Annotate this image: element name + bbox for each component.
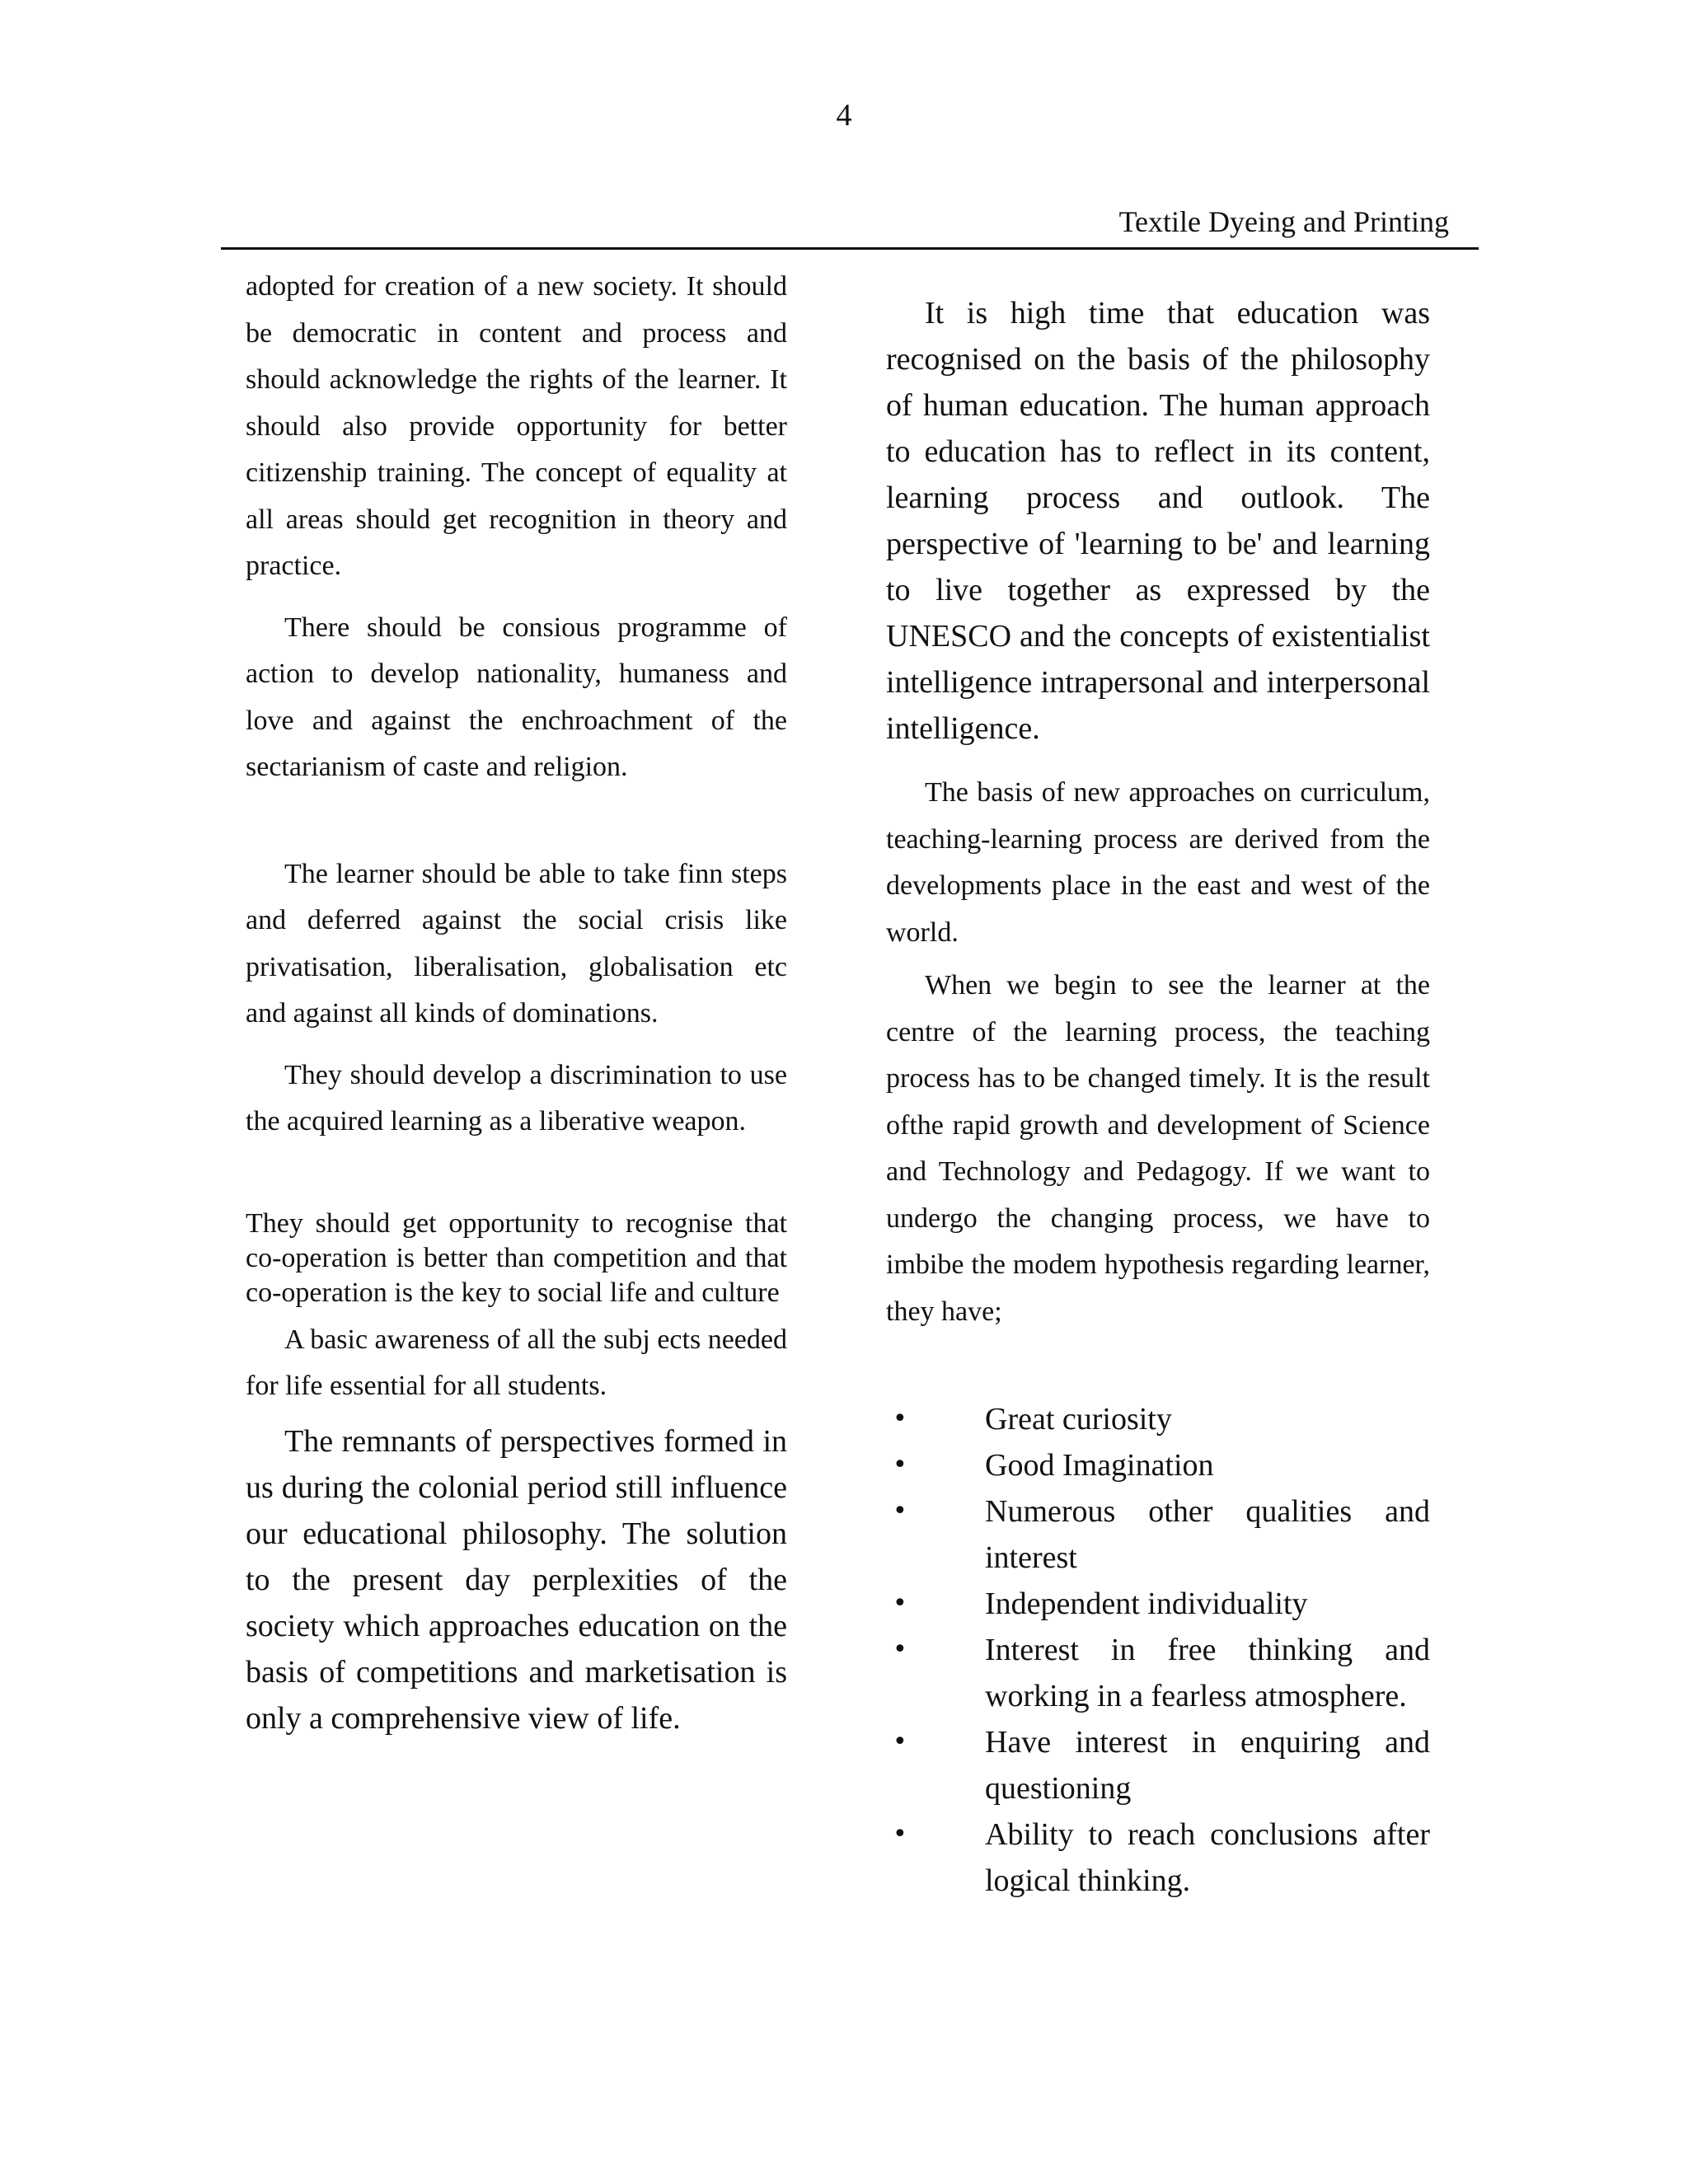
- left-paragraph-1: adopted for creation of a new society. It should be democratic in content and process and should acknowledge the rights of the learner. It should also provide opportunity for better citizenship training. The concept of equality at all areas should get recognition in theory and practice.: [246, 271, 787, 581]
- header-rule: [221, 247, 1479, 250]
- list-item: • Numerous other qualities and interest: [886, 1488, 1430, 1581]
- left-column: [246, 264, 787, 1741]
- right-paragraph-2: The basis of new approaches on curriculum, teaching-learning process are derived from the developments place in the east and west of the world.: [886, 777, 1430, 948]
- bullet-icon: •: [893, 1820, 907, 1849]
- left-paragraph-2: There should be consious programme of action to develop nationality, humaness and love and against the enchroachment of the sectarianism of caste and religion.: [246, 612, 787, 782]
- bullet-icon: •: [893, 1635, 907, 1664]
- left-paragraph-4: They should develop a discrimination to use the acquired learning as a liberative weapon.: [246, 1059, 787, 1137]
- bullet-icon: •: [893, 1727, 907, 1756]
- bullet-icon: •: [893, 1451, 907, 1479]
- page-number: 4: [836, 98, 852, 133]
- right-paragraph-1: It is high time that education was recognised on the basis of the philosophy of human education. The human approach to education has to reflect in its content, learning process and outlook. The perspective of 'learning to be' and learning to live together as expressed by the UNESCO and the concepts of existentialist intelligence intrapersonal and interpersonal intelligence.: [886, 296, 1430, 746]
- list-item: • Have interest in enquiring and questioning: [886, 1719, 1430, 1811]
- list-item: • Ability to reach conclusions after logical thinking.: [886, 1811, 1430, 1904]
- list-item: • Great curiosity: [886, 1396, 1430, 1442]
- bullet-icon: •: [893, 1404, 907, 1433]
- left-paragraph-7: The remnants of perspectives formed in us during the colonial period still influence our educational philosophy. The solution to the present day perplexities of the society which approaches education on the basis of competitions and marketisation is only a comprehensive view of life.: [246, 1423, 787, 1736]
- list-item: • Good Imagination: [886, 1442, 1430, 1488]
- left-paragraph-6: A basic awareness of all the subj ects needed for life essential for all students.: [246, 1324, 787, 1401]
- left-paragraph-5: They should get opportunity to recognise that co-operation is better than competition and that co-operation is the key to social life and culture: [246, 1207, 787, 1308]
- bullet-icon: •: [893, 1589, 907, 1618]
- running-header: Textile Dyeing and Printing: [1118, 205, 1449, 238]
- bullet-icon: •: [893, 1497, 907, 1526]
- right-paragraph-3: When we begin to see the learner at the centre of the learning process, the teaching process has to be changed timely. It is the result ofthe rapid growth and development of Science and Technology and Pedagogy. If we want to undergo the changing process, we have to imbibe the modem hypothesis regarding learner, they have;: [886, 970, 1430, 1327]
- list-item: • Interest in free thinking and working in a fearless atmosphere.: [886, 1627, 1430, 1719]
- right-column: [886, 290, 1430, 1904]
- left-paragraph-3: The learner should be able to take finn steps and deferred against the social crisis like privatisation, liberalisation, globalisation etc and against all kinds of dominations.: [246, 858, 787, 1029]
- learner-qualities-list: [886, 1396, 1430, 1904]
- list-item: • Independent individuality: [886, 1581, 1430, 1627]
